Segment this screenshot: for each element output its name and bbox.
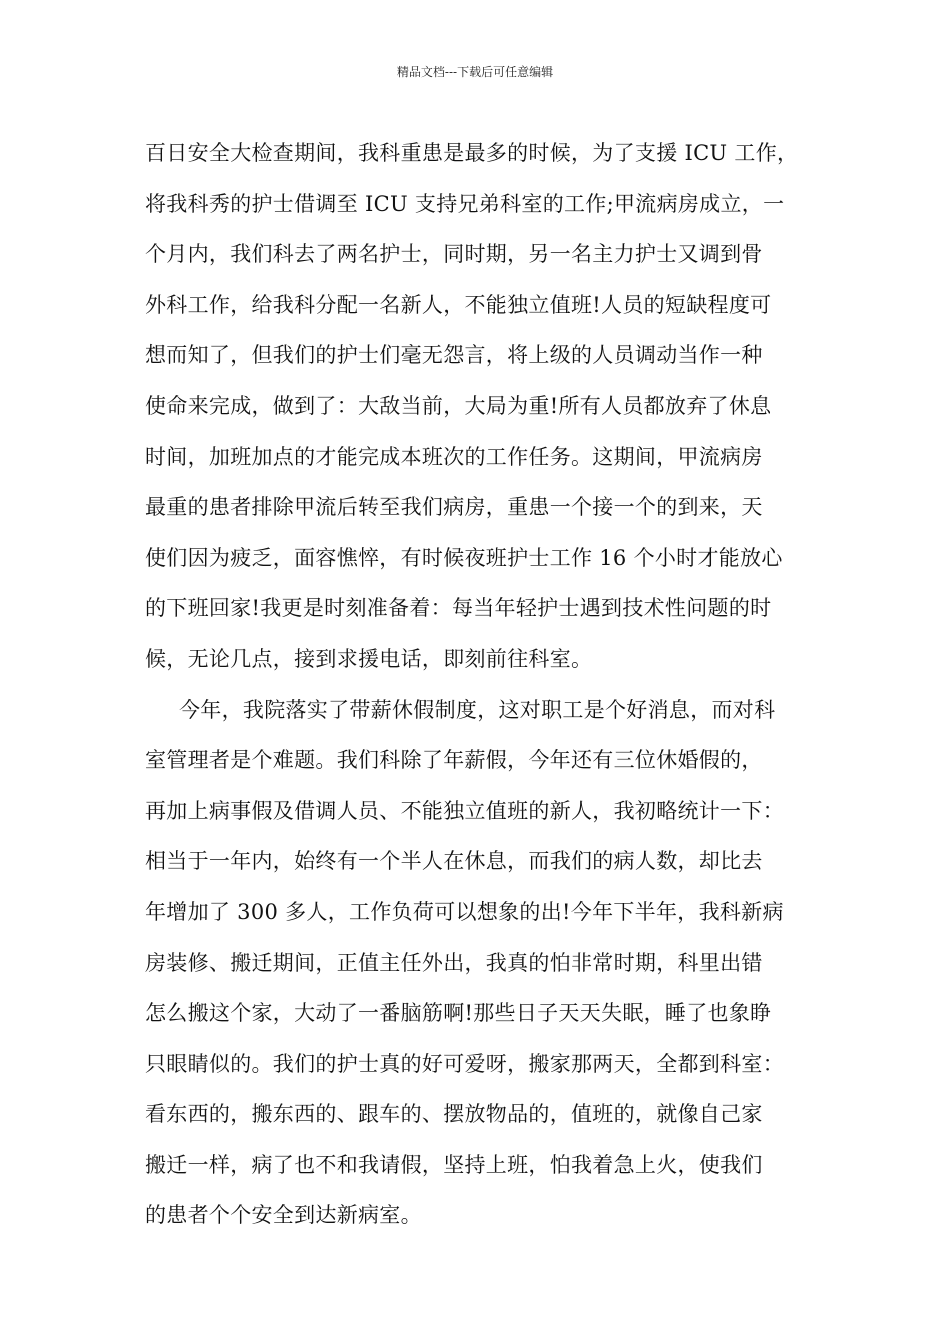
- text-line: 的下班回家!我更是时刻准备着：每当年轻护士遇到技术性问题的时: [145, 596, 772, 621]
- text-line: 时间，加班加点的才能完成本班次的工作任务。这期间，甲流病房: [145, 444, 763, 469]
- page-header: 精品文档---下载后可任意编辑: [396, 65, 554, 79]
- text-line: 候，无论几点，接到求援电话，即刻前往科室。: [145, 646, 593, 671]
- text-line: 只眼睛似的。我们的护士真的好可爱呀，搬家那两天，全都到科室：: [145, 1051, 784, 1076]
- text-line: 个月内，我们科去了两名护士，同时期，另一名主力护士又调到骨: [145, 242, 763, 267]
- text-line: 使们因为疲乏，面容憔悴，有时候夜班护士工作 16 个小时才能放心: [145, 545, 783, 570]
- text-line: 相当于一年内，始终有一个半人在休息，而我们的病人数，却比去: [145, 849, 763, 874]
- text-line: 外科工作，给我科分配一名新人，不能独立值班!人员的短缺程度可: [145, 292, 772, 317]
- text-line: 年增加了 300 多人，工作负荷可以想象的出!今年下半年，我科新病: [145, 899, 784, 924]
- text-line: 室管理者是个难题。我们科除了年薪假，今年还有三位休婚假的，: [145, 748, 763, 773]
- text-line: 房装修、搬迁期间，正值主任外出，我真的怕非常时期，科里出错: [145, 950, 763, 975]
- text-line: 将我科秀的护士借调至 ICU 支持兄弟科室的工作;甲流病房成立，一: [145, 191, 785, 216]
- paragraph-1: [145, 128, 815, 685]
- paragraph-2: [145, 685, 815, 1242]
- text-line: 的患者个个安全到达新病室。: [145, 1203, 422, 1228]
- text-line: 百日安全大检查期间，我科重患是最多的时候，为了支援 ICU 工作，: [145, 141, 799, 165]
- text-line: 搬迁一样，病了也不和我请假，坚持上班，怕我着急上火，使我们: [145, 1152, 763, 1177]
- text-line: 再加上病事假及借调人员、不能独立值班的新人，我初略统计一下：: [145, 798, 784, 823]
- text-line: 怎么搬这个家，大动了一番脑筋啊!那些日子天天失眠，睡了也象睁: [145, 1001, 772, 1026]
- text-line-first: 今年，我院落实了带薪休假制度，这对职工是个好消息，而对科: [179, 697, 776, 722]
- text-line: 看东西的，搬东西的、跟车的、摆放物品的，值班的，就像自己家: [145, 1102, 763, 1127]
- text-line: 想而知了，但我们的护士们毫无怨言，将上级的人员调动当作一种: [145, 343, 763, 368]
- text-line: 使命来完成，做到了：大敌当前，大局为重!所有人员都放弃了休息: [145, 393, 772, 418]
- text-line: 最重的患者排除甲流后转至我们病房，重患一个接一个的到来，天: [145, 495, 763, 520]
- document-body: [145, 128, 815, 1241]
